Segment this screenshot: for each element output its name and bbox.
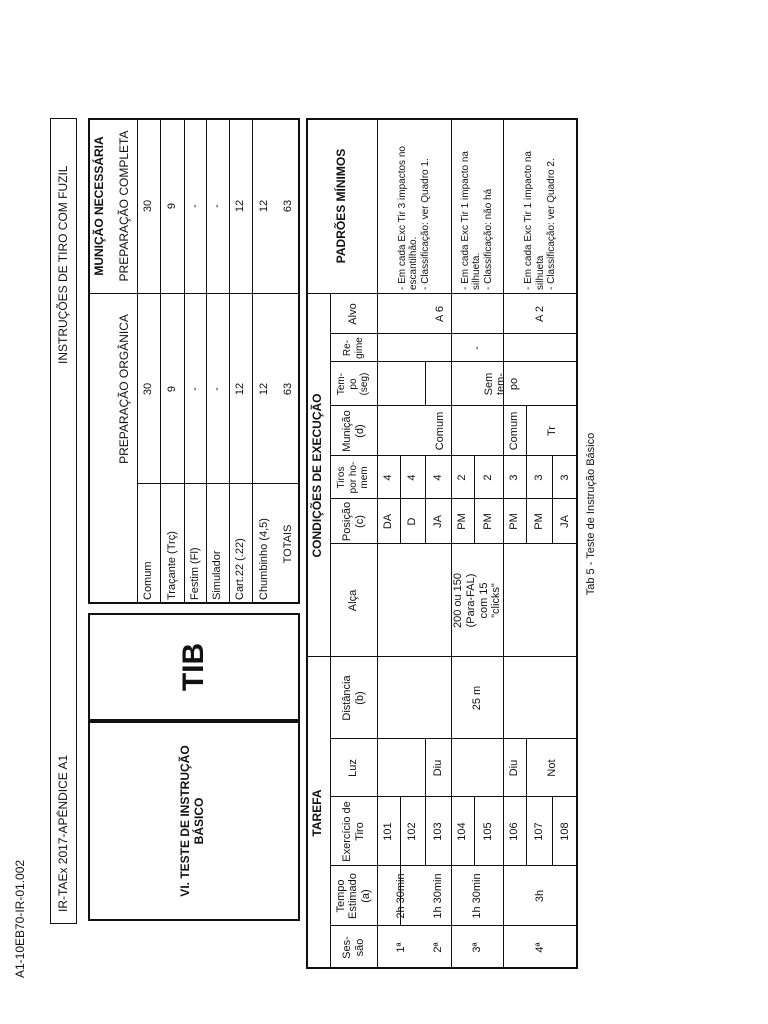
tiros-cell: 3 [558,474,571,481]
municao-row-festim: Festim (Fl) [188,547,201,600]
tempo-sem: Sem tem- po [482,372,520,396]
header-left: IR-TAEx 2017-APÊNDICE A1 [55,754,70,912]
luz-not: Not [545,759,558,777]
municao-totais-completa: 63 [281,199,294,213]
municao-comum: Comum [433,411,446,451]
luz-diu-2: Diu [508,759,521,777]
col-header-exercicio: Exercício de Tiro [340,801,366,862]
municao-row-chumbinho: Chumbinho (4,5) [257,518,270,600]
tiros-cell: 4 [406,474,419,481]
exercicio-cell: 104 [456,822,469,841]
posicao-cell: DA [382,513,395,530]
page-id: A1-10 [13,945,27,978]
exercicio-cell: 108 [558,822,571,841]
municao-organica-value: - [188,387,201,391]
col-header-tiros: Tiros por ho- mem [336,461,371,494]
municao-row-comum: Comum [142,561,155,600]
municao-col-completa: PREPARAÇÃO COMPLETA [116,130,131,282]
session-cell: 2ª [431,942,444,953]
posicao-cell: PM [456,513,469,530]
municao-col-organica: PREPARAÇÃO ORGÂNICA [116,314,131,464]
municao-organica-value: 12 [257,382,270,396]
municao-tr: Tr [545,426,558,436]
col-header-alvo: Alvo [347,303,360,325]
padroes-3: - Em cada Exc Tir 1 impacto na silhueta - Classificação: ver Quadro 2. [523,151,558,290]
municao-title: MUNIÇÃO NECESSÁRIA [92,136,107,276]
header-right: INSTRUÇÕES DE TIRO COM FUZIL [55,165,70,364]
padroes-1: - Em cada Exc Tir 3 impactos no escantilhão. - Classificação: ver Quadro 1. [396,146,431,290]
col-header-sessao: Ses- são [340,936,366,959]
session-cell: 4ª [534,942,547,953]
tib-code: TIB [176,642,210,692]
col-header-regime: Re- gime [342,337,365,359]
municao-comum-2: Comum [508,411,521,451]
regime-dash: - [471,346,484,350]
posicao-cell: PM [508,513,521,530]
exercicio-cell: 101 [382,822,395,841]
municao-completa-value: 9 [165,202,178,210]
alvo-a6: A 6 [433,306,446,322]
col-header-municao: Munição (d) [340,410,366,452]
municao-completa-value: - [188,204,201,208]
tiros-cell: 4 [431,474,444,481]
tiros-cell: 2 [456,474,469,481]
doc-code: EB70-IR-01.002 [13,859,27,946]
alca-value: 200 ou 150 (Para-FAL) com 15 "clicks" [452,572,503,629]
municao-completa-value: 30 [142,199,155,213]
table-caption: Tab 5 - Teste de Instrução Básico [584,432,597,596]
tiros-cell: 4 [382,474,395,481]
col-header-tempo-seg: Tem- po (seg) [336,372,371,396]
session-cell: 3ª [470,942,483,953]
distancia-value: 25 m [471,685,484,711]
municao-totais-organica: 63 [281,382,294,396]
session-cell: 1ª [394,942,407,953]
posicao-cell: JA [431,515,444,528]
posicao-cell: D [406,517,419,526]
tiros-cell: 3 [532,474,545,481]
exercicio-cell: 103 [431,822,444,841]
municao-row-tracante: Traçante (Trç) [165,531,178,600]
col-header-distancia: Distância (b) [340,675,366,721]
col-header-tempo: Tempo Estimado (a) [334,873,372,919]
municao-organica-value: 12 [234,382,247,396]
tempo-cell: 3h [534,889,547,903]
exercicio-cell: 105 [482,822,495,841]
padroes-2: - Em cada Exc Tir 1 impacto na silhueta. - Classificação: não há [459,151,494,290]
tempo-cell: 1h 30min [431,873,444,919]
posicao-cell: PM [482,513,495,530]
tiros-cell: 2 [482,474,495,481]
luz-diu: Diu [431,759,444,777]
municao-row-cart22: Cart.22 (.22) [234,538,247,600]
municao-completa-value: - [211,204,224,208]
municao-row-simulador: Simulador [211,550,224,600]
municao-completa-value: 12 [257,199,270,213]
posicao-cell: JA [558,515,571,528]
tiros-cell: 3 [508,474,521,481]
municao-totais-label: TOTAIS [281,524,294,564]
exercicio-cell: 102 [406,822,419,841]
exercicio-cell: 106 [508,822,521,841]
condicoes-header: CONDIÇÕES DE EXECUÇÃO [310,393,325,558]
municao-organica-value: 9 [165,385,178,393]
col-header-posicao: Posição (c) [340,501,366,542]
municao-organica-value: - [211,387,224,391]
municao-organica-value: 30 [142,382,155,396]
tarefa-header: TAREFA [310,789,325,837]
col-header-alca: Alça [347,589,360,612]
col-header-luz: Luz [347,759,360,777]
padroes-header: PADRÕES MÍNIMOS [333,148,348,264]
posicao-cell: PM [532,513,545,530]
exercicio-cell: 107 [532,822,545,841]
alvo-a2: A 2 [534,306,547,322]
municao-completa-value: 12 [234,199,247,213]
tempo-cell: 1h 30min [470,873,483,919]
tempo-cell: 2h 30min [394,873,407,919]
title-block-text: VI. TESTE DE INSTRUÇÃO BÁSICO [178,745,206,897]
